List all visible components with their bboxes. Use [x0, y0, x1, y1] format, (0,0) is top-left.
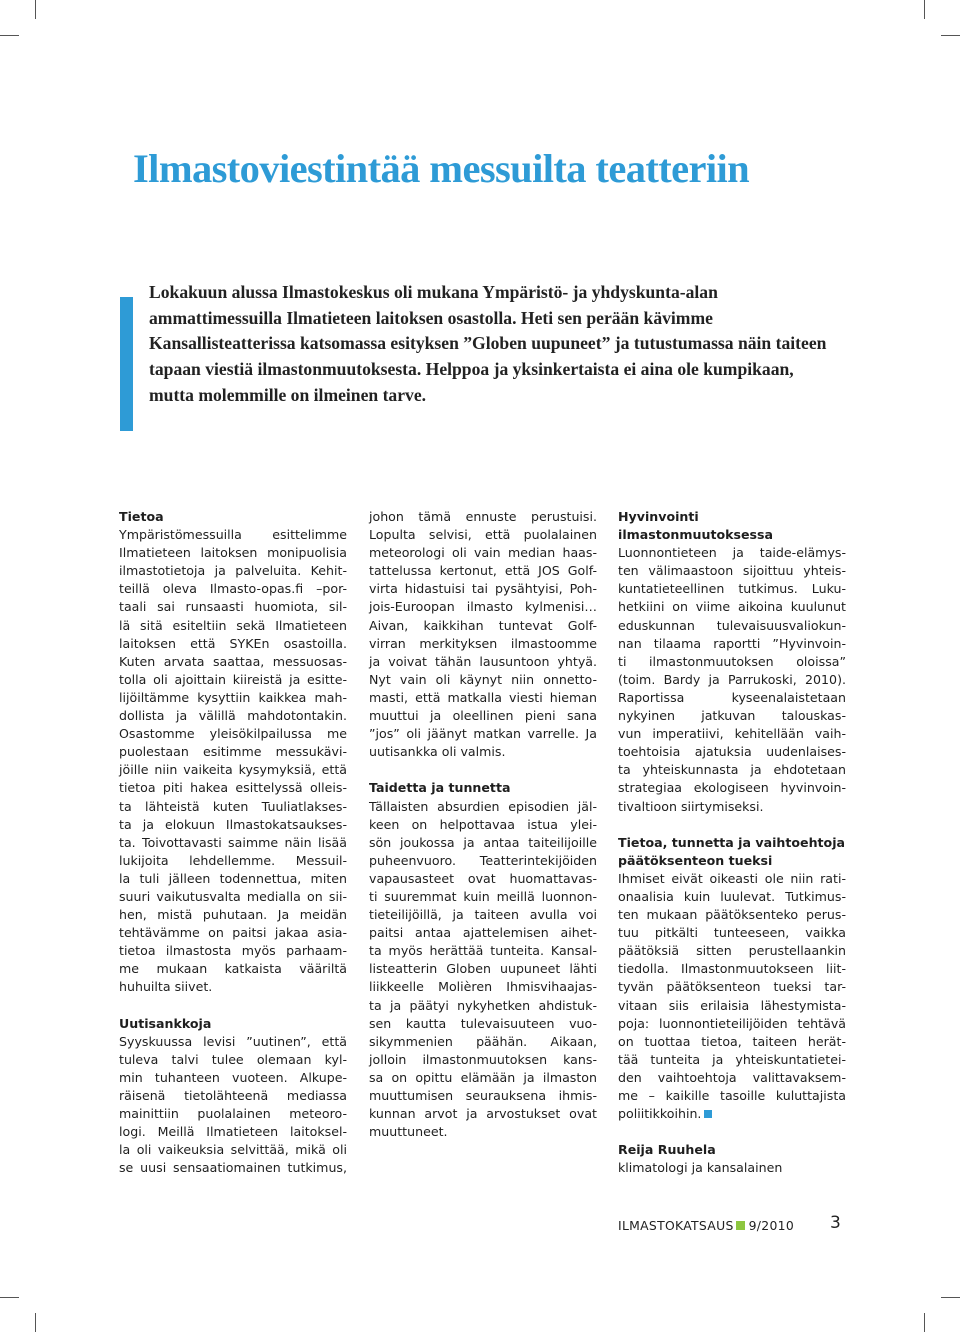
paragraph-gap: [618, 816, 846, 834]
lead-line: Kansallisteatterissa katsomassa esityksen ”Globen uupuneet” ja tutustumassa näin taiteen: [149, 333, 827, 354]
body-line: teillä oleva Ilmasto-opas.fi –por-: [119, 581, 347, 597]
body-line: uutisankka oli valmis.: [369, 744, 506, 760]
body-line: tolla oli ajoittain kiireistä ja esitte-: [119, 671, 347, 687]
article-column-2: [369, 508, 597, 1141]
issue-number: 9/2010: [748, 1218, 795, 1233]
body-line: onaalisia kuin luulevat. Tutkimus-: [618, 888, 846, 904]
body-line: jois-Euroopan ilmasto kylmenisi…: [369, 599, 597, 615]
green-square-icon: [736, 1221, 745, 1230]
body-line: puheenvuoro. Teatterintekijöiden: [369, 852, 597, 868]
crop-mark: [941, 35, 960, 36]
body-line: tuleva talvi tulee olemaan kyl-: [119, 1051, 347, 1067]
body-line: liikkeelle Molièren Ihmisvihaajas-: [369, 979, 597, 995]
body-line: sön joukossa ja antaa taiteilijoille: [369, 834, 597, 850]
body-line: vitaan siis erilaisia lähestymista-: [618, 997, 846, 1013]
body-line: hetkiini on viime aikoina kuulunut: [618, 599, 846, 615]
body-line: ja voivat tähän lausuntoon yhtyä.: [369, 653, 597, 669]
body-line: tyvän päätöksenteon tueksi tar-: [618, 979, 846, 995]
body-line: Raportissa kyseenalaistetaan: [618, 689, 846, 705]
body-line: jolloin ilmastonmuutoksen kans-: [369, 1051, 597, 1067]
body-line: ta ja päätyi nykyhetken ahdistuk-: [369, 997, 597, 1013]
body-line: Syyskuussa levisi ”uutinen”, että: [119, 1033, 347, 1049]
crop-mark: [941, 1297, 960, 1298]
magazine-name: ILMASTOKATSAUS: [618, 1218, 734, 1233]
body-line: hen, mistä puhutaan. Ja meidän: [119, 907, 347, 923]
body-line: la tuli jälleen todennettua, miten: [119, 870, 347, 886]
body-line: lijöiltämme kysyttiin kaikkea mah-: [119, 689, 347, 705]
body-line: ilmastotietoja ja palveluita. Kehit-: [119, 563, 347, 579]
subheading-line: Hyvinvointi: [618, 509, 699, 524]
body-line: paitsi antaa ajattelemisen aihet-: [369, 925, 597, 941]
body-line: dollista ja välillä mahdotontakin.: [119, 708, 347, 724]
crop-mark: [924, 0, 925, 19]
lead-line: ammattimessuilla Ilmatieteen laitoksen osastolla. Heti sen perään kävimme: [149, 307, 713, 328]
body-line: ta. Toivottavasti saimme näin lisää: [119, 834, 347, 850]
body-line: nan tilaama raportti ”Hyvinvoin-: [618, 635, 846, 651]
body-line: ”jos” oli jäänyt matkan varrelle. Ja: [369, 726, 597, 742]
body-line: ta ja elokuun Ilmastokatsaukses-: [119, 816, 347, 832]
body-line: tietoa ilmastosta myös parhaam-: [119, 943, 347, 959]
footer: [618, 1218, 794, 1233]
body-line: poja: luonnontieteilijöiden tehtävä: [618, 1015, 846, 1031]
body-line: me mukaan katkaista vääriltä: [119, 961, 347, 977]
body-line: tieteilijöillä, ja taiteen avulla voi: [369, 907, 597, 923]
lead-line: tapaan viestiä ilmastonmuutoksesta. Helppoa ja yksinkertaista ei aina ole kumpikaan,: [149, 359, 794, 380]
body-line: päätöksiä sitten perustellaankin: [618, 943, 846, 959]
body-line: sen kautta tulevaisuuteen vuo-: [369, 1015, 597, 1031]
body-line: ten välimaastoon sijoittuu yhteis-: [618, 563, 846, 579]
body-line: tivaltioon siirtymiseksi.: [618, 798, 764, 814]
body-line: ten mukaan päätöksenteko perus-: [618, 907, 846, 923]
lead-line: mutta molemmille on ilmeinen tarve.: [149, 384, 427, 405]
body-line: sa on opittu elämään ja ilmaston: [369, 1069, 597, 1085]
end-of-article-icon: [704, 1110, 712, 1118]
body-line: puolestaan esitimme messukävi-: [119, 744, 347, 760]
body-line: virran merkityksen ilmastoomme: [369, 635, 597, 651]
paragraph-gap: [369, 761, 597, 779]
body-line: tattelussa kertonut, että JOS Golf-: [369, 563, 597, 579]
body-line: masti, että matkalla viesti hieman: [369, 689, 597, 705]
body-line: nykyinen jatkuvan talouskas-: [618, 708, 846, 724]
body-line: Aivan, kaikkihan tuntevat Golf-: [369, 617, 597, 633]
body-line: ta lähteistä kuten Tuuliatlakses-: [119, 798, 347, 814]
body-line: suuri vaikutusvalta medialla on sii-: [119, 888, 347, 904]
body-line: Ympäristömessuilla esittelimme: [119, 527, 347, 543]
body-line: kunnan arvot ja arvostukset ovat: [369, 1106, 597, 1122]
lead-line: Lokakuun alussa Ilmastokeskus oli mukana Ympäristö- ja yhdyskunta-alan: [149, 282, 718, 302]
body-line: eduskunnan tulevaisuusvaliokun-: [618, 617, 846, 633]
body-line: ti ilmastonmuutoksen oloissa”: [618, 653, 846, 669]
body-line: se uusi sensaatiomainen tutkimus,: [119, 1160, 347, 1176]
body-line: tehtävämme on paitsi jakaa asia-: [119, 925, 347, 941]
body-line: listeatterin Globen uupuneet lähti: [369, 961, 597, 977]
subheading-line: Uutisankkoja: [119, 1015, 212, 1031]
subheading-line: päätöksenteon tueksi: [618, 852, 773, 868]
body-line: laitoksen että SYKEn osastoilla.: [119, 635, 347, 651]
body-line: strategiaa ekologiseen hyvinvoin-: [618, 780, 846, 796]
body-line: Luonnontieteen ja taide-elämys-: [618, 545, 846, 561]
body-line: ti suuremmat kuin meillä luonnon-: [369, 888, 597, 904]
lead-accent-bar: [120, 297, 133, 431]
body-line: Osastomme yleisökilpailussa me: [119, 726, 347, 742]
lead-paragraph: [149, 280, 849, 409]
body-line: tää tunteita ja yhteiskuntatietei-: [618, 1051, 846, 1067]
article-column-1: [119, 508, 347, 1177]
body-line: jöille niin vaikeita kysymyksiä, että: [119, 762, 347, 778]
body-line: Ilmatieteen laitoksen monipuolisia: [119, 545, 347, 561]
body-line: toehtoisia ajatuksia uudenlaises-: [618, 744, 846, 760]
crop-mark: [35, 1313, 36, 1332]
body-line: lä sitä esiteltiin sekä Ilmatieteen: [119, 617, 347, 633]
body-line: tiedolla. Ilmastonmuutokseen liit-: [618, 961, 846, 977]
body-line: muuttui ja oleellinen pieni sana: [369, 708, 597, 724]
body-line: Kuten arvata saattaa, messuosas-: [119, 653, 347, 669]
body-line: muuttuneet.: [369, 1124, 448, 1140]
crop-mark: [924, 1313, 925, 1332]
body-line: johon tämä ennuste perustuisi.: [369, 509, 597, 524]
subheading-line: Reija Ruuhela: [618, 1142, 716, 1158]
subheading-line: Tietoa: [119, 509, 164, 524]
body-line: poliitikkoihin.: [618, 1105, 846, 1123]
subheading-line: ilmastonmuutoksessa: [618, 527, 774, 543]
crop-mark: [0, 35, 19, 36]
body-line: muuttumisen seurauksena ihmis-: [369, 1088, 597, 1103]
paragraph-gap: [119, 997, 347, 1015]
body-line: la oli vaikeuksia selvittää, mikä oli: [119, 1142, 347, 1158]
crop-mark: [35, 0, 36, 19]
body-line: on tuottaa tietoa, taiteen herät-: [618, 1033, 846, 1049]
body-line: min tuhanteen vuoteen. Alkupe-: [119, 1069, 347, 1085]
body-line: lukijoita lehdellemme. Messuil-: [119, 852, 347, 868]
body-line: taali sai runsaasti huomiota, sil-: [119, 599, 347, 615]
body-line: räisenä tietolähteenä mediassa: [119, 1088, 347, 1103]
subheading-line: Tietoa, tunnetta ja vaihtoehtoja: [618, 834, 846, 850]
page-number: 3: [830, 1213, 841, 1233]
body-line: vapausasteet ovat huomattavas-: [369, 870, 597, 886]
body-line: (toim. Bardy ja Parrukoski, 2010).: [618, 671, 846, 687]
body-line: kuntatieteellinen tutkimus. Luku-: [618, 581, 846, 597]
body-line: sikymmenien päähän. Aikaan,: [369, 1033, 597, 1049]
body-line: Ihmiset eivät oikeasti ole niin rati-: [618, 870, 846, 886]
paragraph-gap: [618, 1123, 846, 1141]
body-line: keen on helpottavaa istua ylei-: [369, 816, 597, 832]
body-line: Nyt vain oli käynyt niin onnetto-: [369, 671, 597, 687]
body-line: tietoa piti hakea esittelyssä olleis-: [119, 780, 347, 796]
article-title: Ilmastoviestintää messuilta teatteriin: [133, 146, 750, 191]
body-line: Tällaisten absurdien episodien jäl-: [369, 798, 597, 814]
article-column-3: [618, 508, 846, 1177]
body-line: Lopulta selvisi, että puolalainen: [369, 527, 597, 543]
body-line: huhuilta siivet.: [119, 979, 213, 995]
body-line: ta myös herättää tunteita. Kansal-: [369, 943, 597, 959]
body-line: klimatologi ja kansalainen: [618, 1160, 783, 1176]
body-line: logi. Meillä Ilmatieteen laitoksel-: [119, 1124, 347, 1140]
body-line: den vaihtoehtoja valittavaksem-: [618, 1069, 846, 1085]
subheading-line: Taidetta ja tunnetta: [369, 780, 511, 796]
crop-mark: [0, 1297, 19, 1298]
body-line: tuu pitkälti tunteeseen, vaikka: [618, 925, 846, 941]
body-line: vun imperatiivi, kehitellään vaih-: [618, 726, 846, 742]
body-line: mainittiin puolalainen meteoro-: [119, 1106, 347, 1122]
body-line: ta yhteiskunnasta ja ehdotetaan: [618, 762, 846, 778]
body-line: meteorologi oli vain median haas-: [369, 545, 597, 561]
body-line: me – kaikille tasoille kuluttajista: [618, 1088, 846, 1103]
body-line: virta hidastuisi tai pysähtyisi, Poh-: [369, 581, 597, 597]
